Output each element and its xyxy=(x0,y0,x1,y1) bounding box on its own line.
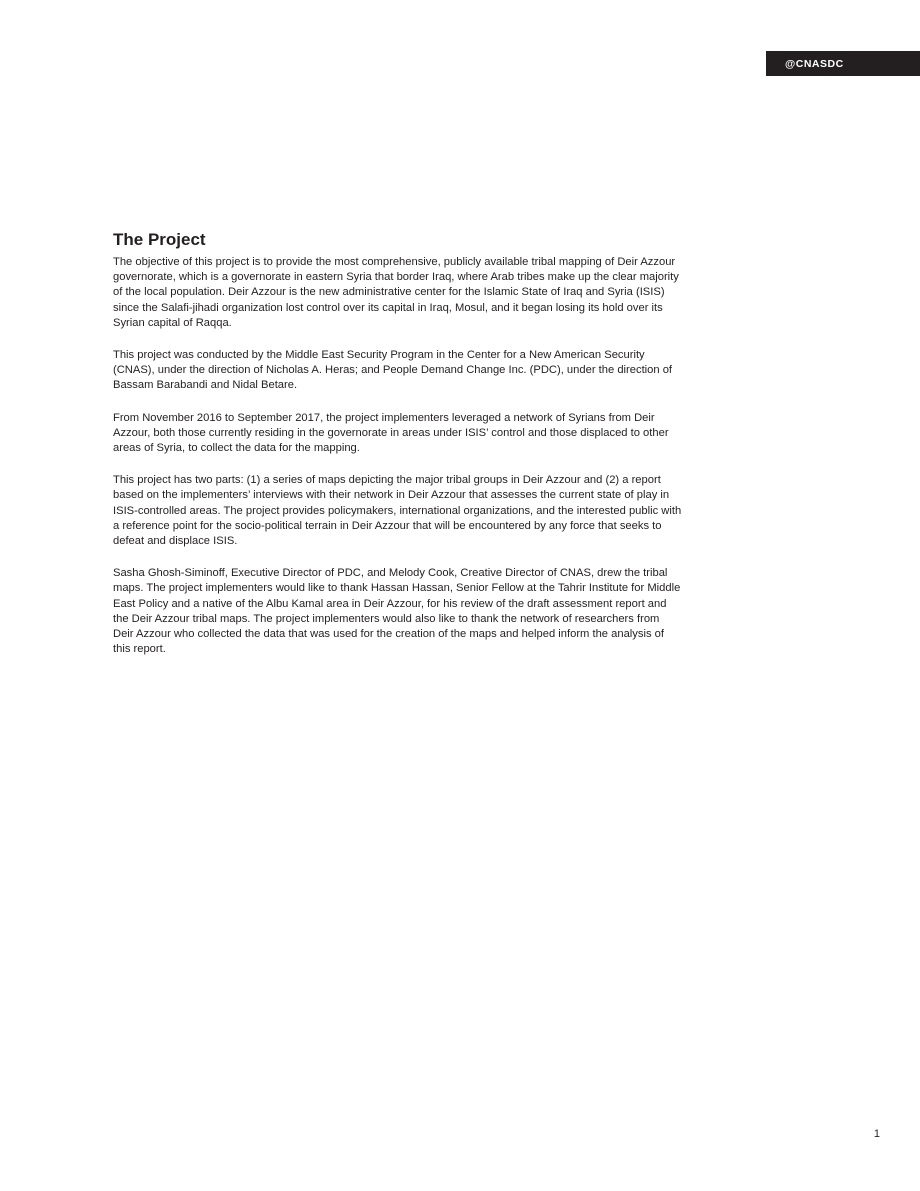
paragraph-line: maps. The project implementers would like to thank Hassan Hassan, Senior Fellow at the Tahrir Institute for Middle xyxy=(113,582,681,595)
paragraph-line: based on the implementers’ interviews with their network in Deir Azzour that assesses the current state of play in xyxy=(113,489,670,502)
paragraph-line: This project has two parts: (1) a series of maps depicting the major tribal groups in Deir Azzour and (2) a report xyxy=(113,474,661,487)
paragraph-timeframe xyxy=(113,411,813,457)
paragraph-line: Syrian capital of Raqqa. xyxy=(113,316,232,329)
paragraph-acknowledgements xyxy=(113,566,813,657)
paragraph-line: The objective of this project is to provide the most comprehensive, publicly available tribal mapping of Deir Azzour xyxy=(113,256,676,268)
section-title: The Project xyxy=(113,230,206,249)
paragraph-line: East Policy and a native of the Albu Kamal area in Deir Azzour, for his review of the draft assessment report and xyxy=(113,597,667,610)
paragraph-line: since the Salafi-jihadi organization lost control over its capital in Iraq, Mosul, and it began losing its hold over its xyxy=(113,301,663,314)
paragraph-line: the Deir Azzour tribal maps. The project implementers would also like to thank the network of researchers from xyxy=(113,612,660,625)
paragraph-line: (CNAS), under the direction of Nicholas A. Heras; and People Demand Change Inc. (PDC), under the direction of xyxy=(113,364,673,377)
paragraph-line: Deir Azzour who collected the data that was used for the creation of the maps and helped inform the analysis of xyxy=(113,628,664,641)
paragraph-line: This project was conducted by the Middle East Security Program in the Center for a New American Security xyxy=(113,349,645,362)
paragraph-conducted-by xyxy=(113,348,813,394)
paragraph-line: Sasha Ghosh-Siminoff, Executive Director of PDC, and Melody Cook, Creative Director of CNAS, drew the tribal xyxy=(113,567,668,580)
twitter-handle: @CNASDC xyxy=(785,57,844,70)
twitter-handle-tab xyxy=(766,51,920,76)
paragraph-line: governorate, which is a governorate in eastern Syria that border Iraq, where Arab tribes make up the clear majority xyxy=(113,271,679,284)
paragraph-objective xyxy=(113,255,813,331)
paragraph-line: defeat and displace ISIS. xyxy=(113,535,238,548)
paragraph-two-parts xyxy=(113,473,813,549)
paragraph-line: Bassam Barabandi and Nidal Betare. xyxy=(113,379,298,392)
paragraph-line: From November 2016 to September 2017, the project implementers leveraged a network of Syrians from Deir xyxy=(113,411,655,424)
paragraph-line: a reference point for the socio-political terrain in Deir Azzour that will be encountered by any force that seeks to xyxy=(113,519,662,532)
paragraph-line: areas of Syria, to collect the data for the mapping. xyxy=(113,442,360,455)
paragraph-line: this report. xyxy=(113,643,166,656)
paragraph-line: ISIS-controlled areas. The project provides policymakers, international organizations, and the interested public with xyxy=(113,504,682,517)
main-content xyxy=(113,229,813,674)
paragraph-line: Azzour, both those currently residing in the governorate in areas under ISIS’ control and those displaced to other xyxy=(113,426,669,439)
page-number: 1 xyxy=(873,1128,880,1140)
paragraph-line: of the local population. Deir Azzour is the new administrative center for the Islamic State of Iraq and Syria (ISIS) xyxy=(113,286,665,299)
